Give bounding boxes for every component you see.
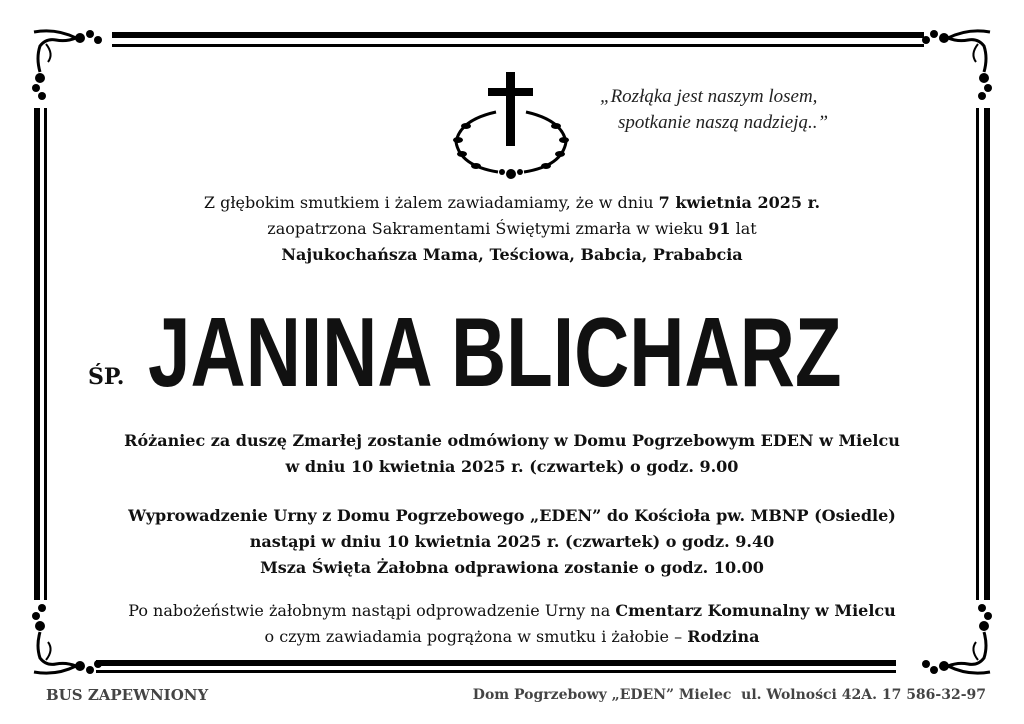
announcement-line-1 [60,190,964,216]
funeral-home-info: Dom Pogrzebowy „EDEN” Mielec ul. Wolności 42A. 17 586-32-97 [472,687,986,703]
mass-line: Msza Święta Żałobna odprawiona zostanie o godz. 10.00 [260,558,764,577]
deceased-name: JANINA BLICHARZ [148,297,842,407]
family-roles: Najukochańsza Mama, Teściowa, Babcia, Prababcia [281,245,743,264]
bus-notice: BUS ZAPEWNIONY [46,686,209,704]
age-value: 91 [708,219,731,238]
memorial-quote [600,84,920,136]
frame-right-line-thin [976,108,979,600]
frame-bottom-line-thin [96,670,896,673]
sacraments-text: zaopatrzona Sakramentami Świętymi zmarła w wieku [267,219,709,238]
floral-corner-icon [918,24,998,104]
frame-top-line-thin [112,44,924,47]
frame-top-line-thick [112,32,924,38]
death-date: 7 kwietnia 2025 r. [658,193,821,212]
frame-bottom-line-thick [96,660,896,666]
quote-line-2: spotkanie naszą nadzieją..” [618,112,829,133]
announcement [60,190,964,268]
frame-right-line-thick [984,108,990,600]
cross-icon [446,70,576,182]
announcement-intro: Z głębokim smutkiem i żalem zawiadamiamy, że w dniu [203,193,659,212]
announcement-line-2 [60,216,964,242]
name-prefix: ŚP. [88,364,125,390]
rosary-line-2: w dniu 10 kwietnia 2025 r. (czwartek) o godz. 9.00 [285,457,739,476]
age-unit: lat [730,219,757,238]
procession-info [60,503,964,581]
notification-text: o czym zawiadamia pogrążona w smutku i żałobie – [264,627,688,646]
rosary-line-1: Różaniec za duszę Zmarłej zostanie odmówiony w Domu Pogrzebowym EDEN w Mielcu [124,431,900,450]
burial-info [60,598,964,650]
frame-left-line-thick [34,108,40,600]
procession-line-1: Wyprowadzenie Urny z Domu Pogrzebowego „EDEN” do Kościoła pw. MBNP (Osiedle) [128,506,896,525]
burial-intro: Po nabożeństwie żałobnym nastąpi odprowadzenie Urny na [128,601,616,620]
frame-left-line-thin [44,108,47,600]
quote-line-1: „Rozłąka jest naszym losem, [600,86,818,107]
rosary-info [60,428,964,480]
floral-corner-icon [26,24,106,104]
procession-line-2: nastąpi w dniu 10 kwietnia 2025 r. (czwartek) o godz. 9.40 [249,532,775,551]
family-signature: Rodzina [687,627,760,646]
burial-line-1 [60,598,964,624]
cemetery-name: Cmentarz Komunalny w Mielcu [615,601,896,620]
burial-line-2 [60,624,964,650]
deceased-name-row [88,297,948,407]
